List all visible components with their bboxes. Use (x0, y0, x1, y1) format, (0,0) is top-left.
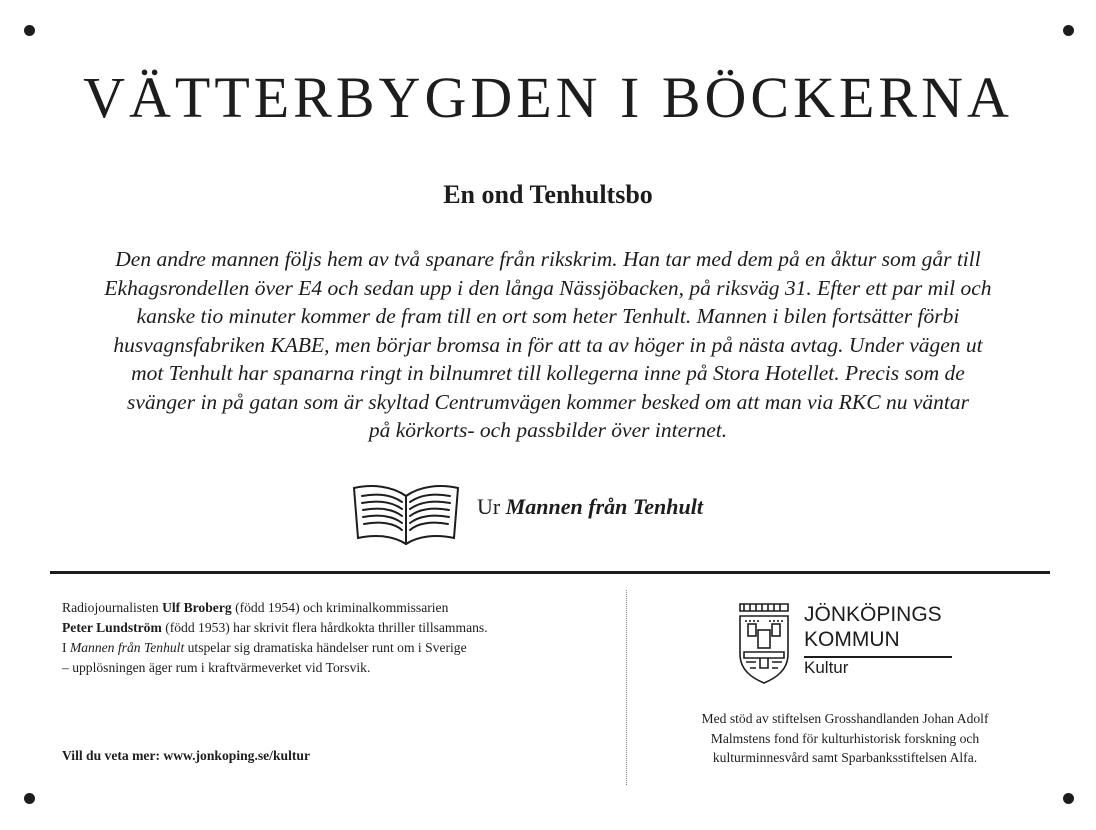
book-title: Mannen från Tenhult (69, 640, 185, 655)
corner-screw-top-left (24, 25, 35, 36)
org-name-line: KOMMUN (804, 628, 900, 651)
department-name: Kultur (804, 658, 849, 677)
excerpt-line: Ekhagsrondellen över E4 och sedan upp i den långa Nässjöbacken, på riksväg 31. Efter ett par mil och (104, 275, 992, 300)
corner-screw-bottom-right (1063, 793, 1074, 804)
excerpt-line: mot Tenhult har spanarna ringt in bilnumret till kollegerna inne på Stora Hotellet. Precis som de (131, 361, 965, 385)
source-prefix: Ur (477, 494, 501, 519)
org-name-line: JÖNKÖPINGS (804, 603, 942, 626)
about-text: – upplösningen äger rum i kraftvärmeverket vid Torsvik. (62, 660, 371, 675)
about-text: (född 1954) och kriminalkommissarien (231, 600, 449, 615)
excerpt-heading: En ond Tenhultsbo (443, 180, 653, 209)
more-info-link: Vill du veta mer: www.jonkoping.se/kultur (62, 748, 310, 763)
sponsor-line: kulturminnesvård samt Sparbanksstiftelsen Alfa. (712, 750, 978, 765)
excerpt-line: husvagnsfabriken KABE, men börjar bromsa in för att ta av höger in på nästa avtag. Under vägen ut (113, 332, 983, 357)
excerpt-line: Den andre mannen följs hem av två spanare från rikskrim. Han tar med dem på en åktur som går till (115, 247, 981, 271)
source-work-title: Mannen från Tenhult (505, 494, 703, 519)
authors-info (62, 598, 602, 678)
about-text: I (62, 640, 70, 655)
column-divider (626, 590, 627, 785)
open-book-icon (350, 478, 462, 548)
excerpt-source (350, 478, 770, 548)
book-excerpt (50, 245, 1046, 445)
source-citation (477, 494, 703, 520)
excerpt-line: på körkorts- och passbilder över internet. (368, 418, 728, 442)
about-text: utspelar sig dramatiska händelser runt om i Sverige (184, 640, 467, 655)
excerpt-line: kanske tio minuter kommer de fram till en ort som heter Tenhult. Mannen i bilen fortsätter förbi (136, 304, 960, 328)
about-text: (född 1953) har skrivit flera hårdkokta thriller tillsammans. (161, 620, 488, 635)
sponsor-line: Med stöd av stiftelsen Grosshandlanden Johan Adolf (701, 711, 989, 726)
municipality-logo (736, 600, 976, 690)
page-title: VÄTTERBYGDEN I BÖCKERNA (83, 65, 1013, 130)
organization-name (804, 602, 942, 652)
corner-screw-top-right (1063, 25, 1074, 36)
city-crest-icon (736, 600, 792, 686)
sponsor-credit (640, 709, 1050, 768)
corner-screw-bottom-left (24, 793, 35, 804)
section-divider (50, 571, 1050, 574)
sponsor-line: Malmstens fond för kulturhistorisk forskning och (710, 730, 980, 746)
excerpt-line: svänger in på gatan som är skyltad Centrumvägen kommer besked om att man via RKC nu väntar (127, 389, 969, 414)
about-text: Radiojournalisten (62, 600, 163, 615)
author-name: Ulf Broberg (162, 600, 232, 615)
author-name: Peter Lundström (62, 620, 162, 635)
